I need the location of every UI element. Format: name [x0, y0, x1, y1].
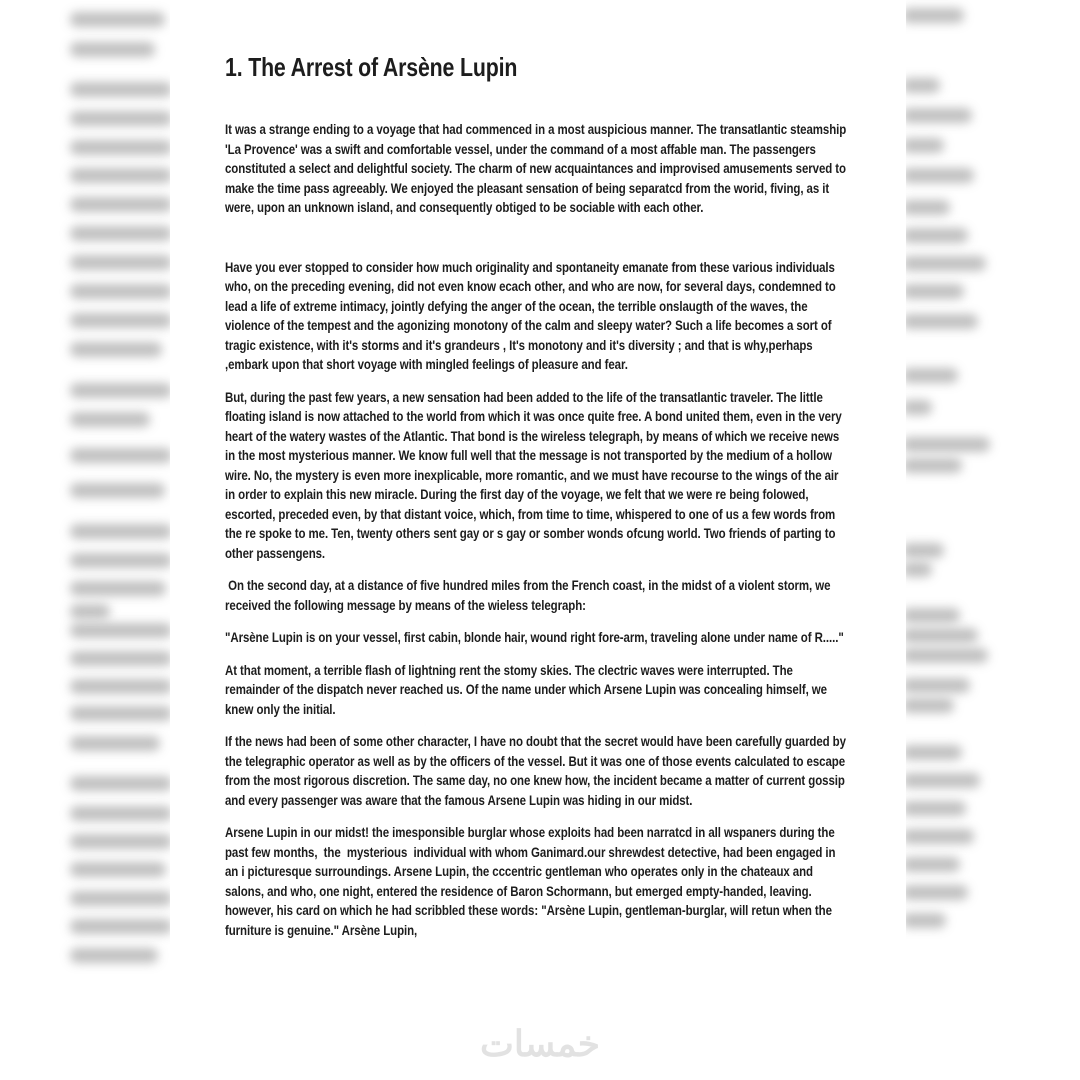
blurred-text-line	[902, 648, 988, 663]
paragraph: But, during the past few years, a new sensation had been added to the life of the transatlantic traveler. The little floating island is now attached to the world from which it was once quite free. A bond united them, even in the very heart of the watery wastes of the Atlantic. That bond is the wireless telegraph, by means of which we receive news in the most mysterious manner. We know full well that the message is not transported by the medium of a hollow wire. No, the mystery is even more inexplicable, more romantic, and we must have recourse to the wings of the air in order to explain this new miracle. During the first day of the voyage, we felt that we were re being folowed, escorted, preceded even, by that distant voice, which, from time to time, whispered to one of us a few words from the re spoke to me. Ten, twenty others sent gay or s gay or somber wonds ofcung world. Two friends of parting to other passengens.	[225, 388, 845, 561]
paragraph: Arsene Lupin in our midst! the imesponsible burglar whose exploits had been narratcd in all wspaners during the past few months, the mysterious individual with whom Ganimard.our shrewdest detective, had been engaged in an i picturesque surroundings. Arsene Lupin, the cccentric gentleman who operates only in the chateaux and salons, and who, one night, entered the residence of Baron Schormann, but emerged empty-handed, leaving. however, his card on which he had scribbled these words: "Arsène Lupin, gentleman-burglar, will retun when the furniture is genuine." Arsène Lupin,	[225, 824, 839, 938]
blurred-text-line	[902, 745, 962, 760]
chapter-title: 1. The Arrest of Arsène Lupin	[225, 52, 518, 82]
blurred-text-line	[902, 314, 978, 329]
blurred-text-line	[902, 458, 962, 473]
blurred-text-line	[902, 543, 944, 558]
blurred-text-line	[902, 913, 946, 928]
blurred-text-line	[902, 698, 954, 713]
blurred-text-line	[902, 857, 960, 872]
paragraph: If the news had been of some other character, I have no doubt that the secret would have been carefully guarded by the telegraphic operator as well as by the officers of the vessel. But it was one of those events calculated to escape from the most rigorous discretion. The same day, no one knew how, the incident became a matter of current gossip and every passenger was aware that the famous Arsene Lupin was hiding in our midst.	[225, 733, 850, 808]
blurred-text-line	[902, 8, 964, 23]
paragraph-list	[225, 120, 850, 940]
document-page	[170, 0, 906, 1080]
blurred-text-line	[902, 78, 940, 93]
blurred-text-line	[902, 608, 960, 623]
blurred-text-line	[902, 368, 958, 383]
blurred-text-line	[902, 829, 974, 844]
blurred-text-line	[902, 400, 932, 415]
blurred-text-line	[902, 678, 970, 693]
khamsat-watermark: خمسات	[479, 1023, 601, 1064]
blurred-text-line	[902, 200, 950, 215]
blurred-text-line	[902, 108, 972, 123]
blurred-text-line	[902, 437, 990, 452]
blurred-text-line	[902, 773, 980, 788]
blurred-text-line	[902, 284, 964, 299]
blurred-text-line	[902, 801, 966, 816]
paragraph: Have you ever stopped to consider how much originality and spontaneity emanate from these various individuals who, on the preceding evening, did not even know ecach other, and who are now, for several days, condemned to lead a life of extreme intimacy, jointly defying the anger of the ocean, the terrible onslaugth of the waves, the violence of the tempest and the agonizing monotony of the calm and sleepy water? Such a life becomes a sort of tragic existence, with it's storms and it's grandeurs , It's monotony and it's diversity ; and that is why,perhaps ,embark upon that short voyage with mingled feelings of pleasure and fear.	[225, 258, 839, 372]
paragraph: It was a strange ending to a voyage that had commenced in a most auspicious manner. The transatlantic steamship 'La Provence' was a swift and comfortable vessel, under the command of a most affable man. The passengers constituted a select and delightful society. The charm of new acquaintances and improvised amusements served to make the time pass agreeably. We enjoyed the pleasant sensation of being separatcd from the worid, fiving, as it were, upon an unknown island, and consequently obtiged to be sociable with each other.	[225, 121, 850, 215]
blurred-text-line	[902, 138, 944, 153]
document-body	[225, 52, 850, 953]
blurred-text-line	[902, 562, 932, 577]
blurred-text-line	[902, 168, 974, 183]
paragraph: "Arsène Lupin is on your vessel, first cabin, blonde hair, wound right fore-arm, traveling alone under name of R....."	[225, 629, 844, 645]
paragraph: At that moment, a terrible flash of lightning rent the stomy skies. The clectric waves were interrupted. The remainder of the dispatch never reached us. Of the name under which Arsene Lupin was concealing himself, we knew only the initial.	[225, 661, 831, 717]
paragraph: On the second day, at a distance of five hundred miles from the French coast, in the midst of a violent storm, we received the following message by means of the wieless telegraph:	[225, 577, 834, 613]
blurred-text-line	[902, 256, 986, 271]
blurred-text-line	[902, 885, 968, 900]
blurred-text-line	[902, 628, 978, 643]
blurred-text-line	[902, 228, 968, 243]
